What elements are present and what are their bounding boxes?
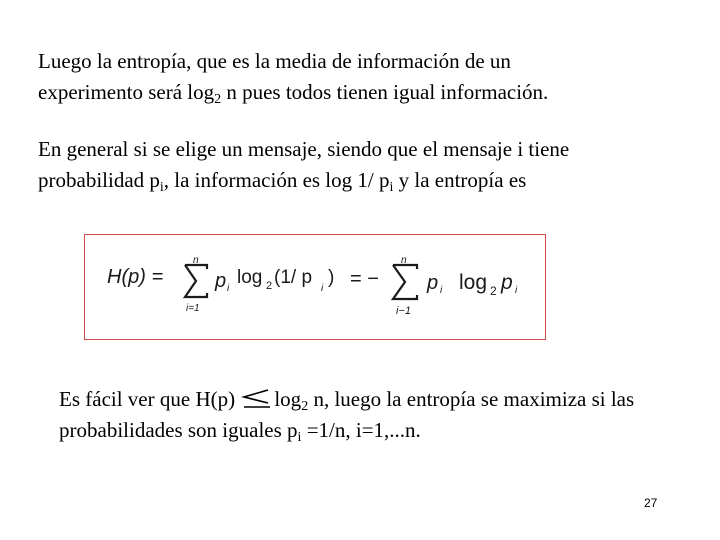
paragraph3-line1-a: Es fácil ver que H(p) — [59, 387, 241, 411]
paragraph3-line1-c: n, luego la entropía se maximiza si las — [308, 387, 635, 411]
paragraph-general-case — [38, 134, 569, 196]
paragraph1-line1: Luego la entropía, que es la media de información de un — [38, 49, 511, 73]
sum1-lower: i=1 — [186, 303, 200, 314]
paragraph2-line2-a: probabilidad p — [38, 168, 160, 192]
paragraph2-line2-sub2: i — [389, 180, 394, 195]
term1-log-base: 2 — [266, 280, 273, 292]
term1-p: p — [215, 270, 227, 292]
paragraph2-line2-c: y la entropía es — [393, 168, 527, 192]
term2-p: p — [427, 272, 439, 294]
entropy-formula-box — [84, 234, 546, 340]
term2-log-base: 2 — [490, 284, 497, 298]
paragraph1-line2-sub: 2 — [214, 92, 222, 107]
paragraph3-line2-a: probabilidades son iguales p — [59, 418, 298, 442]
formula-lhs: H(p) = — [107, 266, 164, 288]
paragraph3-line2-b: =1/n, i=1,...n. — [301, 418, 421, 442]
paragraph3-line1-b: log — [274, 387, 302, 411]
sum1-upper: n — [193, 255, 199, 266]
paragraph3-line1-sub: 2 — [301, 399, 309, 414]
entropy-formula — [85, 235, 547, 341]
less-or-equal-icon — [240, 386, 274, 406]
term2-p2: p — [501, 271, 513, 294]
paragraph3-line2-sub: i — [297, 430, 302, 445]
term1-arg-sub-i: i — [321, 283, 324, 294]
paragraph1-line2-post: n pues todos tienen igual información. — [221, 80, 549, 104]
formula-equals-minus: = − — [350, 268, 379, 290]
sum2-upper: n — [401, 255, 407, 266]
paragraph-entropy-uniform — [38, 46, 548, 108]
term1-arg-close: ) — [328, 267, 335, 288]
paragraph2-line2-sub1: i — [159, 180, 164, 195]
sum2-lower: i−1 — [396, 305, 411, 317]
paragraph2-line2-b: , la información es log 1/ p — [163, 168, 390, 192]
term1-sub-i: i — [227, 283, 230, 294]
paragraph1-line2-pre: experimento será log — [38, 80, 215, 104]
term2-sub-i: i — [440, 285, 443, 296]
page-number: 27 — [644, 496, 658, 510]
term1-log: log — [237, 267, 263, 288]
term2-log: log — [459, 271, 488, 294]
term2-sub-i2: i — [515, 285, 518, 296]
term1-arg: (1/ p — [274, 267, 313, 288]
sigma-symbol-2 — [393, 265, 417, 299]
paragraph-max-entropy — [59, 384, 634, 446]
paragraph2-line1: En general si se elige un mensaje, siendo que el mensaje i tiene — [38, 137, 570, 161]
sigma-symbol-1 — [185, 265, 207, 297]
